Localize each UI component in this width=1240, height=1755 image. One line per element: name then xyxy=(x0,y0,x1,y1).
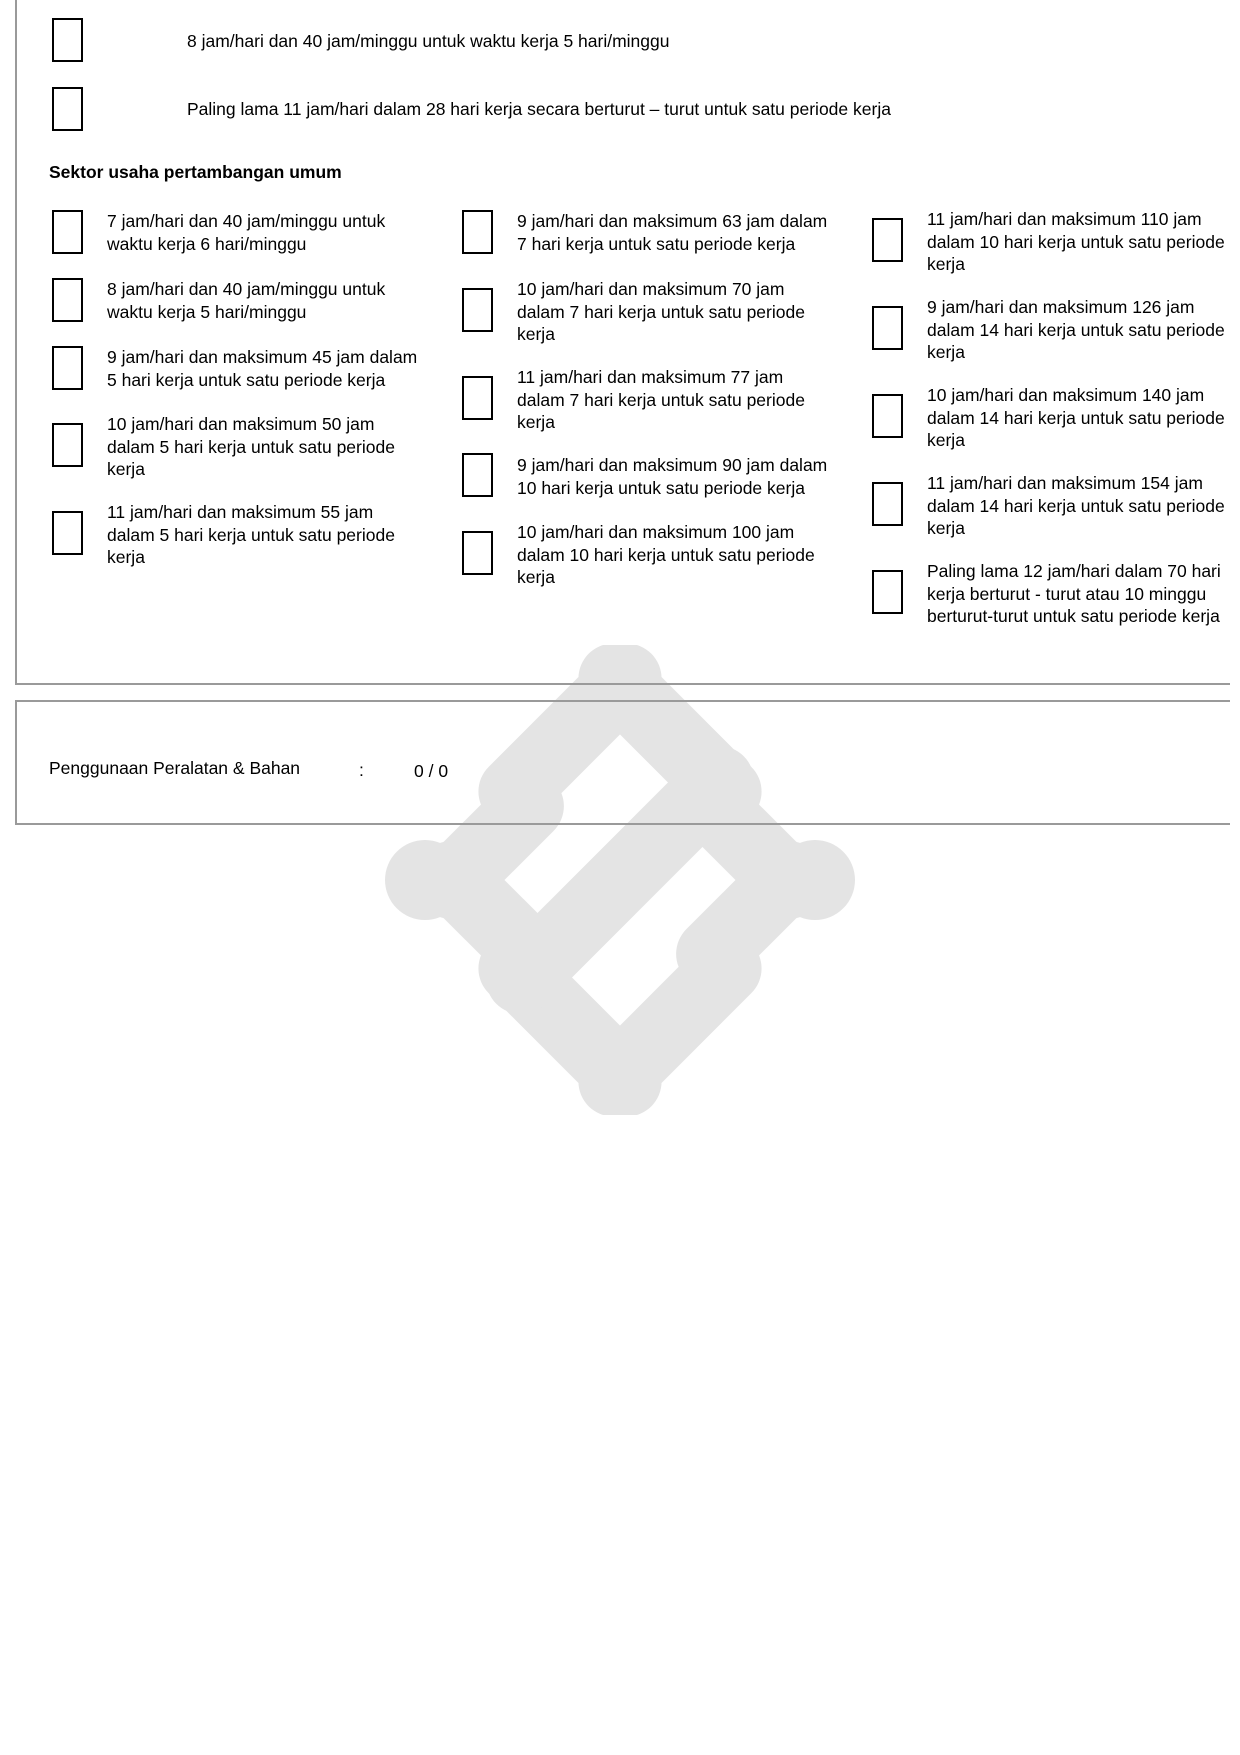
checkbox-mining-c2-4[interactable] xyxy=(462,453,493,497)
checkbox-mining-c2-5[interactable] xyxy=(462,531,493,575)
equipment-usage-panel xyxy=(15,700,1230,825)
mining-c1-3-label: 9 jam/hari dan maksimum 45 jam dalam 5 hari kerja untuk satu periode kerja xyxy=(107,347,418,390)
checkbox-mining-c3-5[interactable] xyxy=(872,570,903,614)
mining-c3-5-label: Paling lama 12 jam/hari dalam 70 hari kerja berturut - turut atau 10 minggu berturut-turut untuk satu periode kerja xyxy=(927,561,1221,626)
checkbox-mining-c1-4[interactable] xyxy=(52,423,83,467)
equipment-value: 0 / 0 xyxy=(414,761,449,781)
checkbox-mining-c3-3[interactable] xyxy=(872,394,903,438)
checkbox-mining-c3-2[interactable] xyxy=(872,306,903,350)
mining-c1-1-label: 7 jam/hari dan 40 jam/minggu untuk waktu kerja 6 hari/minggu xyxy=(107,211,386,254)
checkbox-mining-c1-3[interactable] xyxy=(52,346,83,390)
checkbox-top-option-1[interactable] xyxy=(52,18,83,62)
mining-sector-options xyxy=(17,208,1230,678)
checkbox-top-option-2[interactable] xyxy=(52,87,83,131)
checkbox-mining-c1-1[interactable] xyxy=(52,210,83,254)
checkbox-mining-c1-2[interactable] xyxy=(52,278,83,322)
mining-c3-3-label: 10 jam/hari dan maksimum 140 jam dalam 14 hari kerja untuk satu periode kerja xyxy=(927,385,1225,450)
mining-c3-1-label: 11 jam/hari dan maksimum 110 jam dalam 10 hari kerja untuk satu periode kerja xyxy=(927,209,1225,274)
mining-c2-1-label: 9 jam/hari dan maksimum 63 jam dalam 7 hari kerja untuk satu periode kerja xyxy=(517,211,828,254)
mining-c2-3-label: 11 jam/hari dan maksimum 77 jam dalam 7 hari kerja untuk satu periode kerja xyxy=(517,367,805,432)
checkbox-mining-c2-3[interactable] xyxy=(462,376,493,420)
mining-c1-4-label: 10 jam/hari dan maksimum 50 jam dalam 5 hari kerja untuk satu periode kerja xyxy=(107,414,395,479)
mining-c1-2-label: 8 jam/hari dan 40 jam/minggu untuk waktu kerja 5 hari/minggu xyxy=(107,279,386,322)
checkbox-mining-c2-1[interactable] xyxy=(462,210,493,254)
checkbox-mining-c1-5[interactable] xyxy=(52,511,83,555)
top-option-2-label: Paling lama 11 jam/hari dalam 28 hari kerja secara berturut – turut untuk satu periode kerja xyxy=(187,99,891,119)
mining-c2-4-label: 9 jam/hari dan maksimum 90 jam dalam 10 hari kerja untuk satu periode kerja xyxy=(517,455,828,498)
checkbox-mining-c3-1[interactable] xyxy=(872,218,903,262)
checkbox-mining-c3-4[interactable] xyxy=(872,482,903,526)
mining-c2-5-label: 10 jam/hari dan maksimum 100 jam dalam 10 hari kerja untuk satu periode kerja xyxy=(517,522,815,587)
top-option-1-label: 8 jam/hari dan 40 jam/minggu untuk waktu kerja 5 hari/minggu xyxy=(187,31,670,51)
checkbox-mining-c2-2[interactable] xyxy=(462,288,493,332)
mining-c2-2-label: 10 jam/hari dan maksimum 70 jam dalam 7 hari kerja untuk satu periode kerja xyxy=(517,279,805,344)
section-heading: Sektor usaha pertambangan umum xyxy=(49,162,342,182)
equipment-separator: : xyxy=(359,760,364,780)
equipment-label: Penggunaan Peralatan & Bahan xyxy=(49,758,301,778)
mining-c3-4-label: 11 jam/hari dan maksimum 154 jam dalam 14 hari kerja untuk satu periode kerja xyxy=(927,473,1225,538)
mining-c3-2-label: 9 jam/hari dan maksimum 126 jam dalam 14 hari kerja untuk satu periode kerja xyxy=(927,297,1225,362)
mining-c1-5-label: 11 jam/hari dan maksimum 55 jam dalam 5 hari kerja untuk satu periode kerja xyxy=(107,502,395,567)
working-hours-panel xyxy=(15,0,1230,685)
